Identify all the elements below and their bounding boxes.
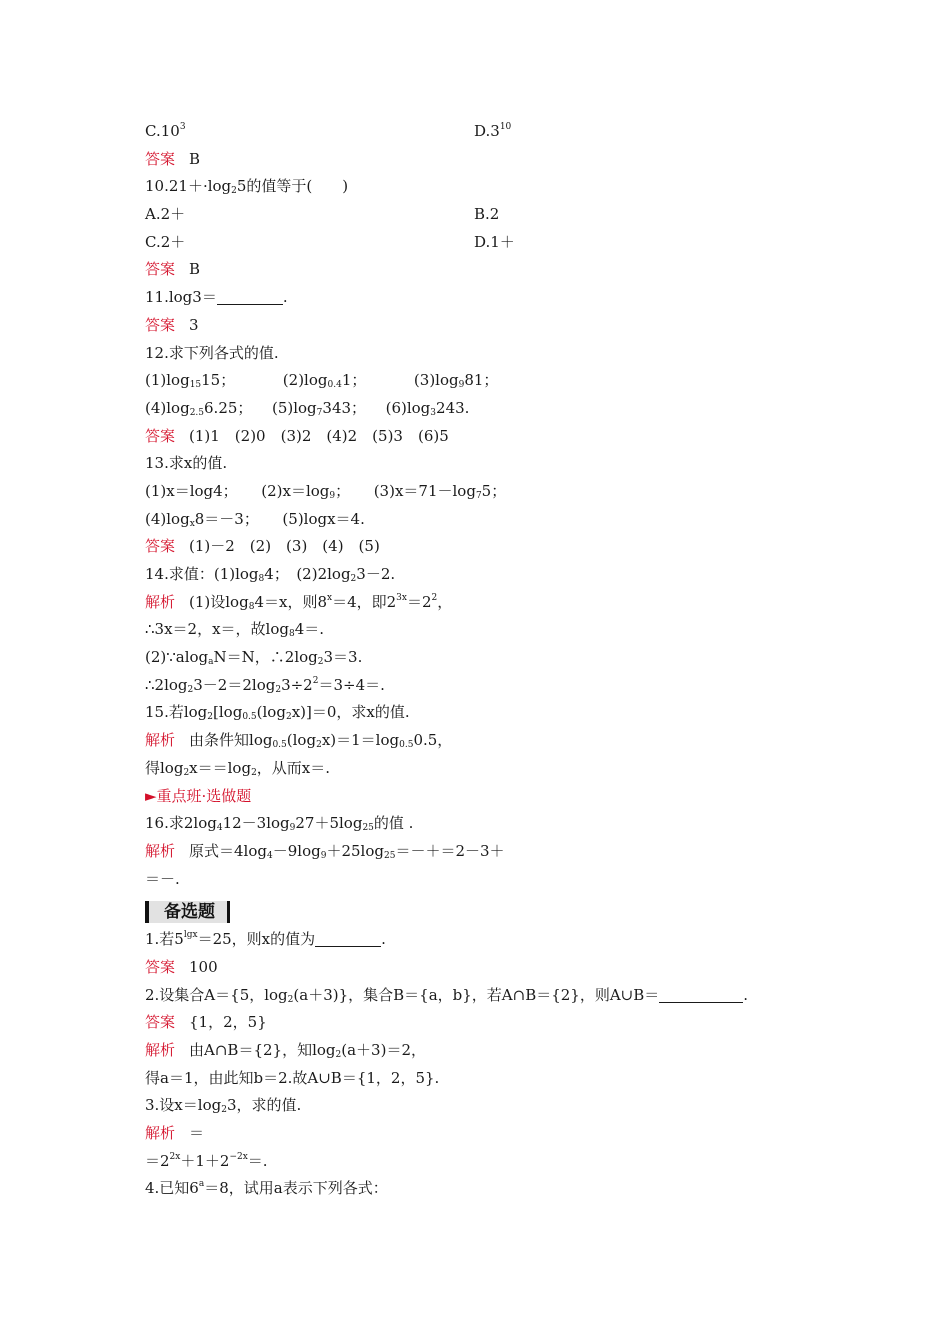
answer-label: 答案: [145, 149, 176, 168]
answer-line: 答案 B: [145, 260, 201, 279]
options-row-cd-2: [145, 229, 845, 257]
option-c: C.2＋: [145, 232, 186, 251]
option-d: $D.3^{10}$: [474, 122, 512, 140]
question-13-items-1: (1)x＝log4； $(2)x=\log_9$； $(3)x=71-\log_75$；: [145, 481, 507, 501]
solution-line: 得a＝1，由此知b＝2.故A∪B＝{1，2，5}.: [145, 1068, 440, 1087]
solution-line: 解析 由条件知$\log_{0.5}(\log_2x)=1=\log_{0.5}0.5$，: [145, 731, 453, 751]
solution-line: 解析 由A∩B＝{2}，知$\log_2(a+3)=2$，: [145, 1041, 426, 1060]
key-class-banner: ►重点班·选做题: [145, 786, 252, 805]
answer-blank: [315, 930, 381, 947]
answer-line: 答案 (1)1 (2)0 (3)2 (4)2 (5)3 (6)5: [145, 426, 449, 445]
answer-line: 答案 100: [145, 957, 218, 976]
backup-question-2: 2.设集合A＝{5，$\log_2(a+3)$}，集合B＝{a，b}，若A∩B＝{2}，则A∪B＝ .: [145, 985, 749, 1005]
section-title: 备选题: [145, 901, 230, 923]
solution-label: 解析: [145, 841, 176, 860]
solution-line: ∴3x＝2，x＝，故$\log_84=$.: [145, 620, 325, 640]
solution-line: ＝－.: [145, 869, 180, 888]
question-13-items-2: $(4)\log_x8=-3$； (5)logx＝4.: [145, 509, 365, 529]
backup-question-4: 4.已知$6^a=8$，试用a表示下列各式：: [145, 1179, 388, 1198]
answer-label: 答案: [145, 1013, 176, 1032]
answer-label: 答案: [145, 260, 176, 279]
answer-blank: [659, 986, 743, 1003]
option-c: $C.10^3$: [145, 122, 186, 140]
backup-question-3: 3.设$x=\log_23$，求的值.: [145, 1096, 302, 1116]
solution-label: 解析: [145, 1041, 176, 1059]
solution-line: 解析 (1)设$\log_84=x$，则$8^x=4$，即$2^{3x}=2^2$，: [145, 592, 453, 612]
answer-label: 答案: [145, 315, 176, 334]
answer-line: 答案 B: [145, 149, 201, 168]
section-header: [145, 893, 845, 926]
backup-question-1: 1.若$5^{lgx}=25$，则x的值为 .: [145, 930, 386, 949]
option-a: A.2＋: [145, 205, 186, 224]
question-10: $10.21+\cdot\log_25$的值等于( ): [145, 177, 349, 197]
question-16: 16.求$2\log_412-3\log_927+5\log_{25}$的值 .: [145, 814, 414, 834]
answer-line: 答案 (1)－2 (2) (3) (4) (5): [145, 537, 380, 556]
question-15: 15.若$\log_2[\log_{0.5}(\log_2x)]=0$，求x的值.: [145, 703, 410, 723]
answer-label: 答案: [145, 957, 176, 976]
answer-line: 答案 {1，2，5}: [145, 1013, 267, 1032]
question-13: 13.求x的值.: [145, 454, 228, 473]
question-12-items-2: $(4)\log_{2.5}6.25$； $(5)\log_7343$； $(6)\log_3243$.: [145, 398, 470, 418]
solution-line: 解析 ＝: [145, 1124, 205, 1143]
question-14: 14.求值：$(1)\log_84$； $(2)2\log_23-2$.: [145, 565, 396, 584]
solution-line: $\therefore 2\log_23-2=2\log_23\div 2^2=3\div 4=$.: [145, 675, 385, 695]
solution-line: 得$\log_2x==\log_2$，从而x＝.: [145, 758, 331, 778]
solution-label: 解析: [145, 592, 176, 611]
question-12: 12.求下列各式的值.: [145, 343, 279, 362]
solution-line: (2)∵alog$_a$N＝N，$\therefore 2\log_23=3$.: [145, 648, 363, 668]
solution-label: 解析: [145, 1124, 176, 1143]
question-12-items-1: $(1)\log_{15}15$； $(2)\log_{0.4}1$； $(3)\log_981$；: [145, 371, 499, 391]
option-d: D.1＋: [474, 232, 515, 251]
answer-label: 答案: [145, 537, 176, 556]
solution-label: 解析: [145, 731, 176, 750]
option-b: B.2: [474, 205, 500, 224]
answer-label: 答案: [145, 426, 176, 445]
answer-line: 答案 3: [145, 315, 199, 334]
solution-line: 解析 原式$=4\log_4-9\log_9+25\log_{25}=-+=2-3+$: [145, 841, 505, 861]
answer-blank: [217, 288, 283, 305]
solution-line: $=2^{2x}+1+2^{-2x}=$.: [145, 1151, 268, 1170]
document-body: [145, 118, 845, 1203]
options-row-cd: [145, 118, 845, 146]
question-11: 11.log3＝ .: [145, 288, 288, 307]
options-row-ab: [145, 201, 845, 229]
